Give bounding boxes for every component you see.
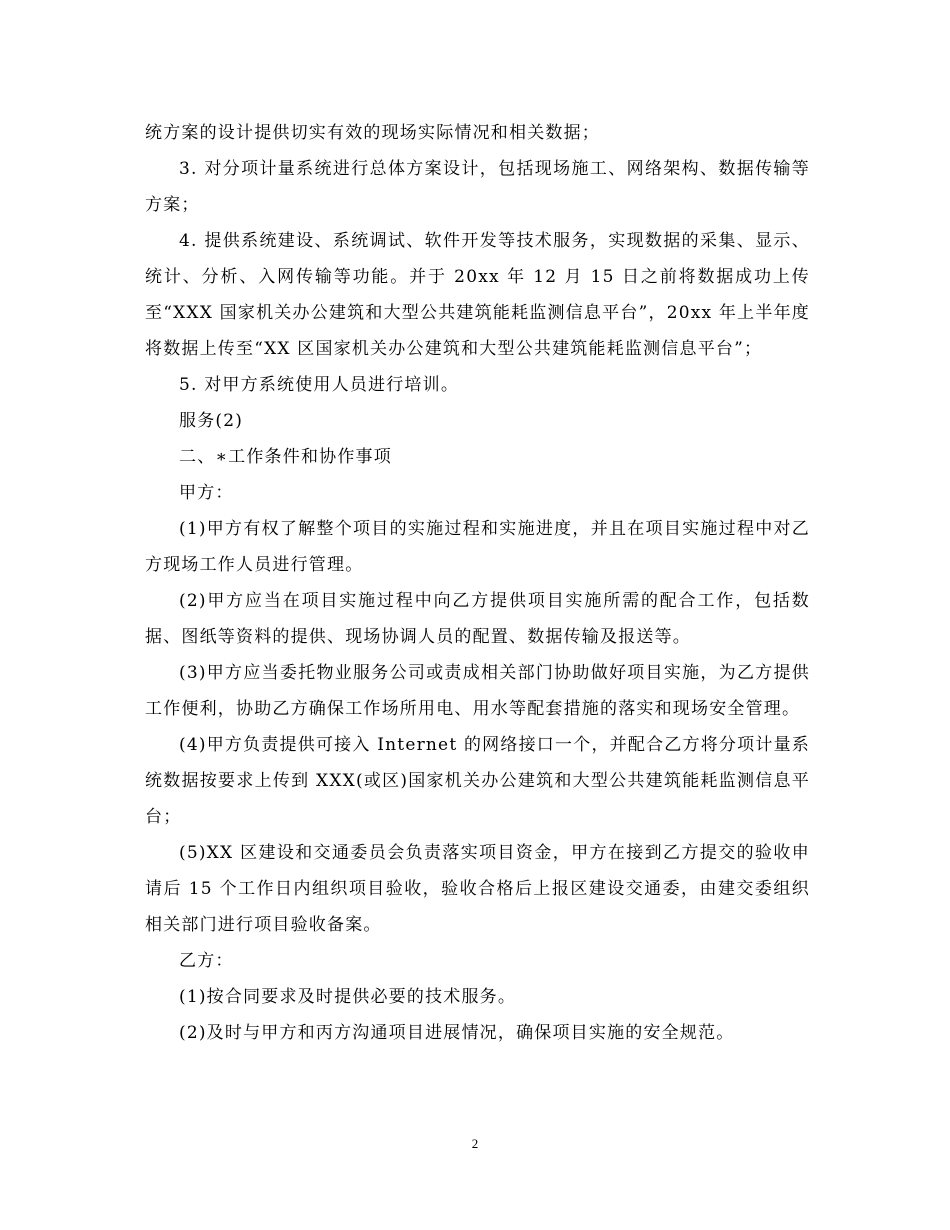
section-label: 服务(2) — [179, 411, 244, 431]
paragraph: 统方案的设计提供切实有效的现场实际情况和相关数据； — [145, 123, 600, 143]
paragraph: (1)按合同要求及时提供必要的技术服务。 — [179, 987, 517, 1007]
paragraph: (3)甲方应当委托物业服务公司或责成相关部门协助做好项目实施，为乙方提供工作便利，协助乙方确保工作场所用电、用水等配套措施的落实和现场安全管理。 — [145, 663, 810, 719]
paragraph: 5. 对甲方系统使用人员进行培训。 — [179, 375, 460, 395]
paragraph: (4)甲方负责提供可接入 Internet 的网络接口一个，并配合乙方将分项计量系统数据按要求上传到 XXX(或区)国家机关办公建筑和大型公共建筑能耗监测信息平台； — [145, 735, 810, 827]
section-heading: 二、∗工作条件和协作事项 — [179, 447, 392, 467]
paragraph: 3. 对分项计量系统进行总体方案设计，包括现场施工、网络架构、数据传输等方案； — [145, 159, 810, 215]
party-label-a: 甲方： — [179, 483, 234, 503]
party-label-b: 乙方： — [179, 951, 234, 971]
paragraph: (2)甲方应当在项目实施过程中向乙方提供项目实施所需的配合工作，包括数据、图纸等资料的提供、现场协调人员的配置、数据传输及报送等。 — [145, 591, 810, 647]
paragraph: (5)XX 区建设和交通委员会负责落实项目资金，甲方在接到乙方提交的验收申请后 15 个工作日内组织项目验收，验收合格后上报区建设交通委，由建交委组织相关部门进行项目验收备案。 — [145, 843, 810, 935]
paragraph: (1)甲方有权了解整个项目的实施过程和实施进度，并且在项目实施过程中对乙方现场工作人员进行管理。 — [145, 519, 810, 575]
paragraph: 4. 提供系统建设、系统调试、软件开发等技术服务，实现数据的采集、显示、统计、分析、入网传输等功能。并于 20xx 年 12 月 15 日之前将数据成功上传至“XXX 国家机关办公建筑和大型公共建筑能耗监测信息平台”，20xx 年上半年度将数据上传至“XX 区国家机关办公建筑和大型公共建筑能耗监测信息平台”； — [145, 231, 810, 359]
paragraph: (2)及时与甲方和丙方沟通项目进展情况，确保项目实施的安全规范。 — [179, 1023, 735, 1043]
page-number: 2 — [471, 1136, 479, 1151]
document-body — [145, 115, 810, 1051]
